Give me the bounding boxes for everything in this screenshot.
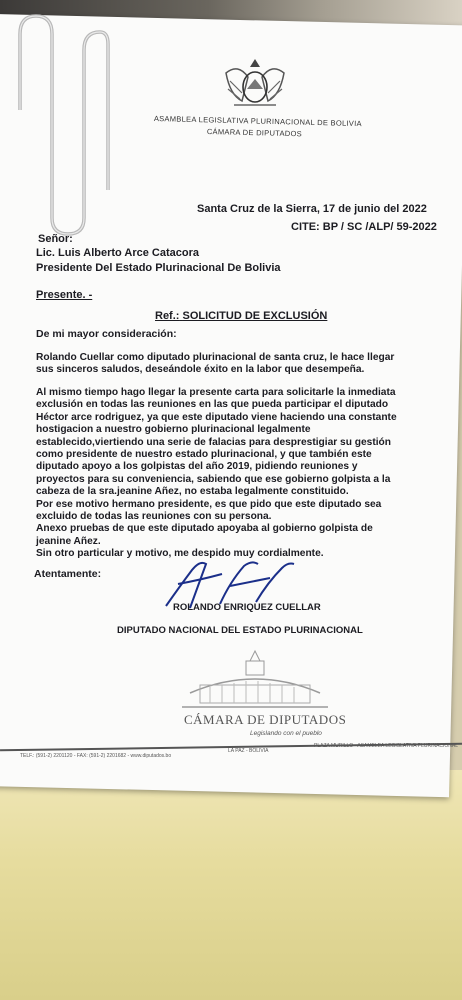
paragraph-line: hostigacion a nuestro gobierno plurinacional legalmente	[36, 424, 311, 436]
paragraph-line: exclusión en todas las reuniones en las que pueda participar el diputado	[36, 399, 389, 411]
paragraph-line: Sin otro particular y motivo, me despido muy cordialmente.	[36, 548, 324, 560]
place-date: Santa Cruz de la Sierra, 17 de junio del 2022	[197, 203, 427, 215]
paragraph-line: Por ese motivo hermano presidente, es que pido que este diputado sea	[36, 498, 382, 510]
recipient-title: Presidente Del Estado Plurinacional De Bolivia	[36, 262, 281, 274]
paragraph-line: jeanine Añez.	[36, 535, 101, 547]
recipient-name: Lic. Luis Alberto Arce Catacora	[36, 247, 200, 259]
bolivia-coat-of-arms-icon	[220, 55, 290, 117]
reference-line	[155, 310, 327, 322]
paragraph-line: establecido,viertiendo una serie de falacias para desprestigiar su gestión	[36, 436, 391, 448]
paperclip-icon	[8, 10, 118, 240]
paragraph-greetings	[36, 352, 394, 377]
institution-header: ASAMBLEA LEGISLATIVA PLURINACIONAL DE BOLIVIA	[153, 114, 362, 129]
salutation: Señor:	[38, 233, 73, 245]
paragraph-line: excluido de todas las reuniones con su persona.	[36, 511, 272, 523]
reference-label: Ref.:	[155, 310, 180, 322]
cite-reference: CITE: BP / SC /ALP/ 59-2022	[291, 221, 437, 233]
footer-address: PLAZA MURILLO - ASAMBLEA LEGISLATIVA PLURINACIONAL	[314, 743, 459, 749]
presente: Presente. -	[36, 289, 93, 301]
paragraph-line: diputado apoyo a los golpistas del año 2019, pidiendo reuniones y	[36, 461, 358, 473]
paragraph-line: Anexo pruebas de que este diputado apoyaba al gobierno golpista de	[36, 523, 373, 535]
chamber-header: CÁMARA DE DIPUTADOS	[206, 127, 303, 139]
paragraph-line: Al mismo tiempo hago llegar la presente carta para solicitarle la inmediata	[36, 387, 396, 398]
signer-name: ROLANDO ENRIQUEZ CUELLAR	[173, 602, 321, 613]
closing: Atentamente:	[34, 568, 102, 580]
footer-phones: TELF.: (591-2) 2201120 - FAX: (591-2) 2201682 - www.diputados.bo	[20, 753, 172, 759]
paragraph-line: sus sinceros saludos, deseándole éxito en la labor que desempeña.	[36, 364, 365, 376]
seal-motto: Legislando con el pueblo	[250, 730, 322, 737]
paragraph-line: proyectos para su conveniencia, sabiendo que ese gobierno golpista a la	[36, 473, 391, 485]
paragraph-request	[36, 387, 397, 561]
chamber-building-icon	[180, 645, 330, 713]
greeting: De mi mayor consideración:	[36, 328, 177, 340]
seal-chamber-name: CÁMARA DE DIPUTADOS	[184, 712, 347, 727]
paragraph-line: Héctor arce rodriguez, ya que este diputado viene haciendo una constante	[36, 411, 397, 423]
paragraph-line: cabeza de la sra.jeanine Añez, no estaba legalmente constituido.	[36, 486, 349, 498]
signer-title: DIPUTADO NACIONAL DEL ESTADO PLURINACIONAL	[117, 625, 363, 636]
paragraph-line: Rolando Cuellar como diputado plurinacional de santa cruz, le hace llegar	[36, 352, 395, 363]
footer-city: LA PAZ - BOLIVIA	[228, 748, 269, 754]
paragraph-line: como presidente de nuestro estado plurinacional, y que también este	[36, 449, 372, 461]
reference-text: SOLICITUD DE EXCLUSIÓN	[182, 310, 328, 322]
